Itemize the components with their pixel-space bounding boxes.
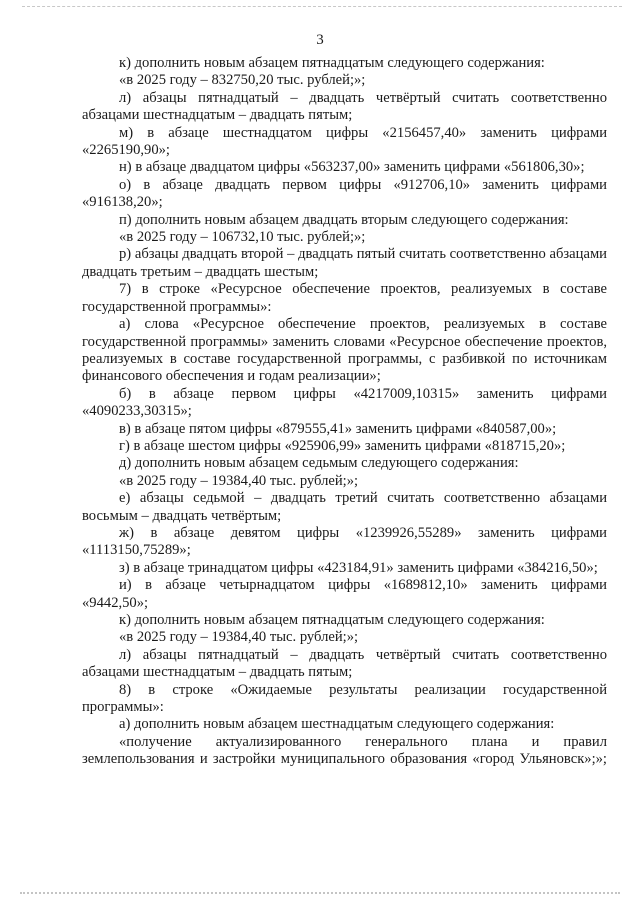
scan-edge-bottom	[20, 892, 620, 895]
paragraph: и) в абзаце четырнадцатом цифры «1689812,10» заменить цифрами «9442,50»;	[82, 577, 607, 611]
paragraph: л) абзацы пятнадцатый – двадцать четвёртый считать соответственно абзацами шестнадцатым – двадцать пятым;	[82, 646, 607, 681]
page-number: 3	[316, 32, 324, 48]
paragraph: г) в абзаце шестом цифры «925906,99» заменить цифрами «818715,20»;	[119, 437, 566, 454]
paragraph: «в 2025 году – 832750,20 тыс. рублей;»;	[119, 72, 366, 89]
scan-edge-top	[22, 6, 622, 8]
paragraph: о) в абзаце двадцать первом цифры «912706,10» заменить цифрами «916138,20»;	[82, 176, 607, 211]
paragraph: м) в абзаце шестнадцатом цифры «2156457,40» заменить цифрами «2265190,90»;	[82, 124, 607, 159]
document-body	[82, 55, 607, 769]
paragraph: р) абзацы двадцать второй – двадцать пятый считать соответственно абзацами двадцать третьим – двадцать шестым;	[82, 246, 607, 280]
paragraph: ж) в абзаце девятом цифры «1239926,55289» заменить цифрами «1113150,75289»;	[82, 524, 607, 559]
paragraph: б) в абзаце первом цифры «4217009,10315» заменить цифрами «4090233,30315»;	[82, 385, 607, 420]
paragraph: е) абзацы седьмой – двадцать третий считать соответственно абзацами восьмым – двадцать четвёртым;	[82, 490, 607, 524]
paragraph: а) слова «Ресурсное обеспечение проектов, реализуемых в составе государственной программы» заменить словами «Ресурсное обеспечение проектов, реализуемых в составе государственной программы, с разбивкой по источникам финансового обеспечения и годам реализации»;	[82, 316, 607, 385]
paragraph: д) дополнить новым абзацем седьмым следующего содержания:	[119, 455, 519, 472]
paragraph: «в 2025 году – 106732,10 тыс. рублей;»;	[119, 229, 366, 246]
paragraph: к) дополнить новым абзацем пятнадцатым следующего содержания:	[119, 612, 545, 628]
paragraph: з) в абзаце тринадцатом цифры «423184,91» заменить цифрами «384216,50»;	[119, 559, 598, 576]
paragraph: п) дополнить новым абзацем двадцать вторым следующего содержания:	[119, 211, 569, 228]
paragraph: а) дополнить новым абзацем шестнадцатым следующего содержания:	[119, 716, 555, 733]
paragraph: «получение актуализированного генерального плана и правил землепользования и застройки муниципального образования «город Ульяновск»;»;	[82, 733, 607, 768]
paragraph: «в 2025 году – 19384,40 тыс. рублей;»;	[119, 629, 359, 646]
paragraph: н) в абзаце двадцатом цифры «563237,00» заменить цифрами «561806,30»;	[119, 159, 585, 176]
paragraph: «в 2025 году – 19384,40 тыс. рублей;»;	[119, 472, 359, 489]
paragraph: 7) в строке «Ресурсное обеспечение проектов, реализуемых в составе государственной программы»:	[82, 281, 607, 315]
paragraph: в) в абзаце пятом цифры «879555,41» заменить цифрами «840587,00»;	[119, 420, 557, 437]
paragraph: л) абзацы пятнадцатый – двадцать четвёртый считать соответственно абзацами шестнадцатым – двадцать пятым;	[82, 89, 607, 124]
paragraph: к) дополнить новым абзацем пятнадцатым следующего содержания:	[119, 55, 545, 71]
paragraph: 8) в строке «Ожидаемые результаты реализации государственной программы»:	[82, 681, 607, 716]
